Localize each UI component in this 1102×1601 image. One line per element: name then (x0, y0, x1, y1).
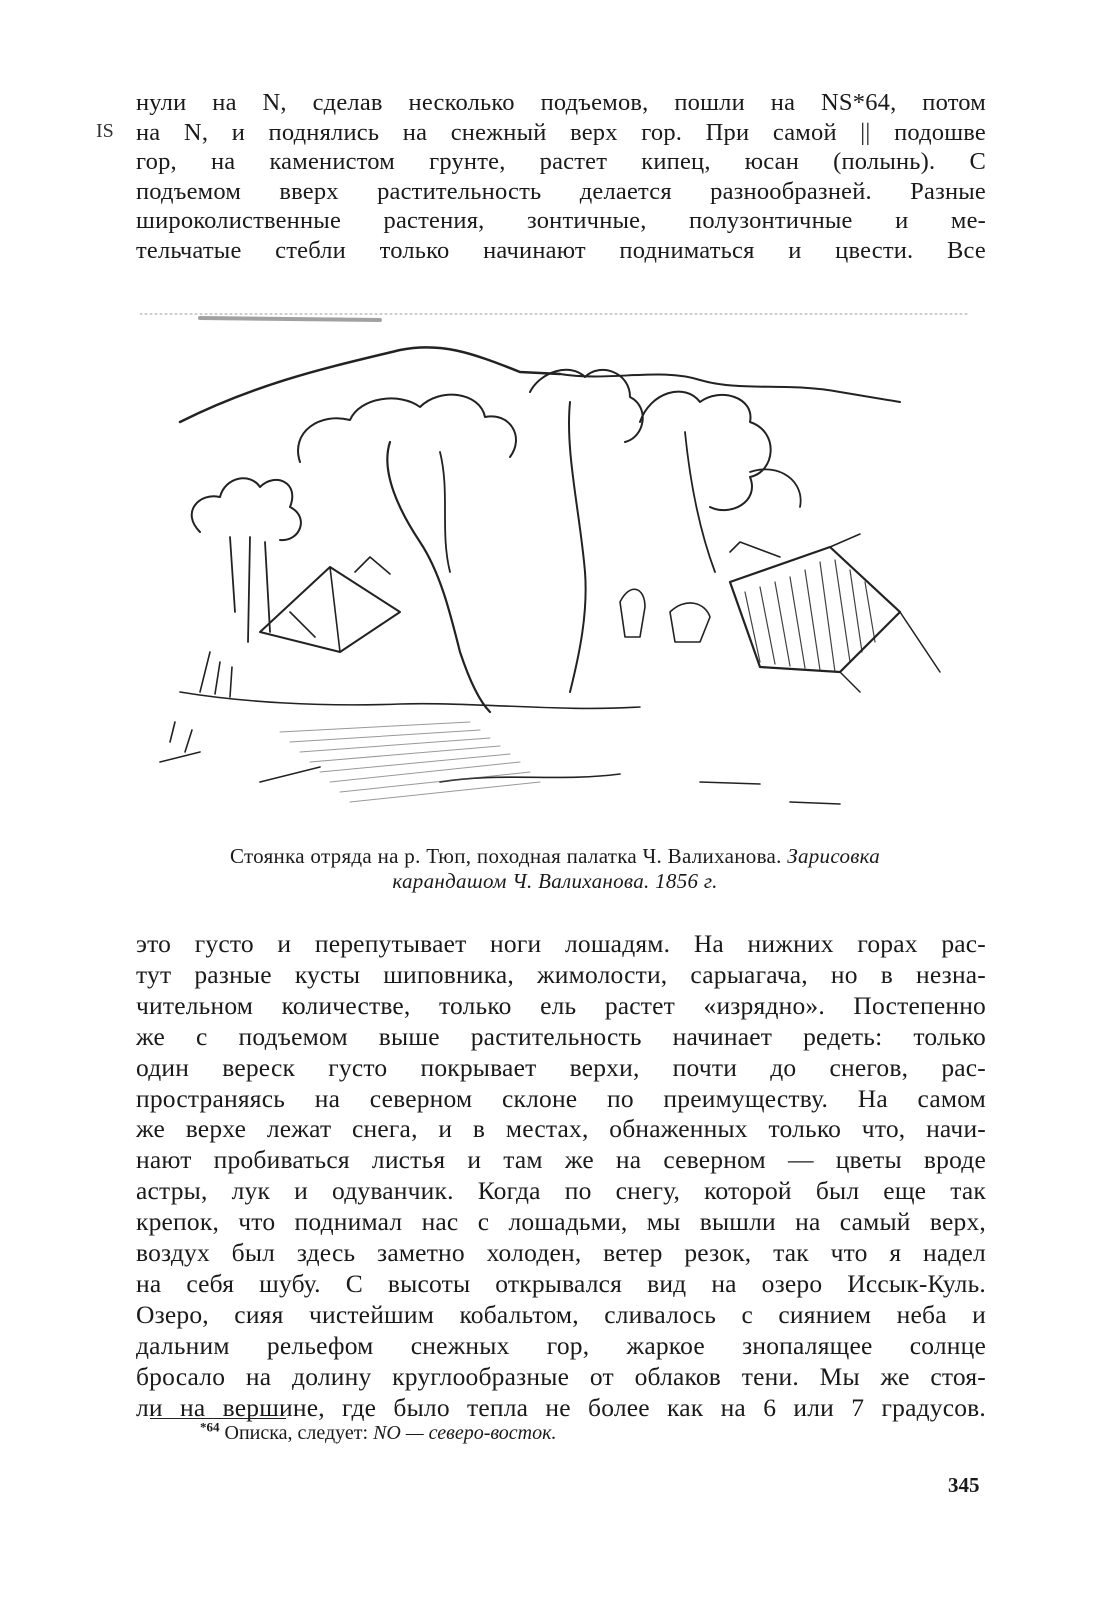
footnote-mark: *64 (200, 1419, 220, 1435)
text-line: дальним рельефом снежных гор, жаркое знопалящее солнце (136, 1330, 986, 1360)
figure-caption (140, 844, 970, 894)
text-line: на себя шубу. С высоты открывался вид на озеро Иссык-Куль. (136, 1268, 986, 1298)
text-line: воздух был здесь заметно холоден, ветер резок, так что я надел (136, 1238, 986, 1268)
margin-note: IS (96, 120, 114, 142)
text-line: Озеро, сияя чистейшим кобальтом, сливалось с сиянием неба и (136, 1299, 986, 1329)
caption-italic-1: Зарисовка (787, 844, 881, 868)
text-line: на N, и поднялись на снежный верх гор. При самой || подошве (136, 118, 986, 146)
text-line: широколиственные растения, зонтичные, полузонтичные и ме- (136, 207, 986, 235)
text-line: гор, на каменистом грунте, растет кипец, юсан (полынь). С (136, 148, 986, 176)
text-line: бросало на долину круглообразные от облаков тени. Мы же стоя- (136, 1361, 986, 1391)
text-line: тельчатые стебли только начинают подниматься и цвести. Все (136, 236, 986, 264)
footnote-italic: NO — северо-восток. (373, 1422, 557, 1444)
caption-italic-2: карандашом Ч. Валиханова. 1856 г. (392, 869, 718, 893)
text-line: один вереск густо покрывает верхи, почти до снегов, рас- (136, 1052, 986, 1082)
caption-plain: Стоянка отряда на р. Тюп, походная палатка Ч. Валиханова. (229, 844, 782, 868)
text-line: чительном количестве, только ель растет «изрядно». Постепенно (136, 990, 986, 1020)
text-line: астры, лук и одуванчик. Когда по снегу, которой был еще так (136, 1176, 986, 1206)
text-line: тут разные кусты шиповника, жимолости, сарыагача, но в незна- (136, 959, 986, 989)
camp-sketch-illustration (140, 312, 970, 822)
text-line: крепок, что поднимал нас с лошадьми, мы вышли на самый верх, (136, 1207, 986, 1237)
text-line: же с подъемом выше растительность начинает редеть: только (136, 1021, 986, 1051)
text-line: подъемом вверх растительность делается разнообразней. Разные (136, 177, 986, 205)
footnote-text: Описка, следует: (224, 1422, 369, 1444)
text-line: ли на вершине, где было тепла не более как на 6 или 7 градусов. (136, 1392, 986, 1422)
text-line: нули на N, сделав несколько подъемов, пошли на NS*64, потом (136, 89, 986, 116)
top-paragraph (136, 88, 986, 266)
bottom-paragraph (136, 929, 986, 1424)
text-line: это густо и перепутывает ноги лошадям. На нижних горах рас- (136, 929, 986, 958)
footnote (200, 1420, 556, 1446)
text-line: пространяясь на северном склоне по преимуществу. На самом (136, 1083, 986, 1113)
page-number: 345 (948, 1473, 980, 1497)
text-line: же верхе лежат снега, и в местах, обнаженных только что, начи- (136, 1114, 986, 1144)
text-line: нают пробиваться листья и там же на северном — цветы вроде (136, 1145, 986, 1175)
